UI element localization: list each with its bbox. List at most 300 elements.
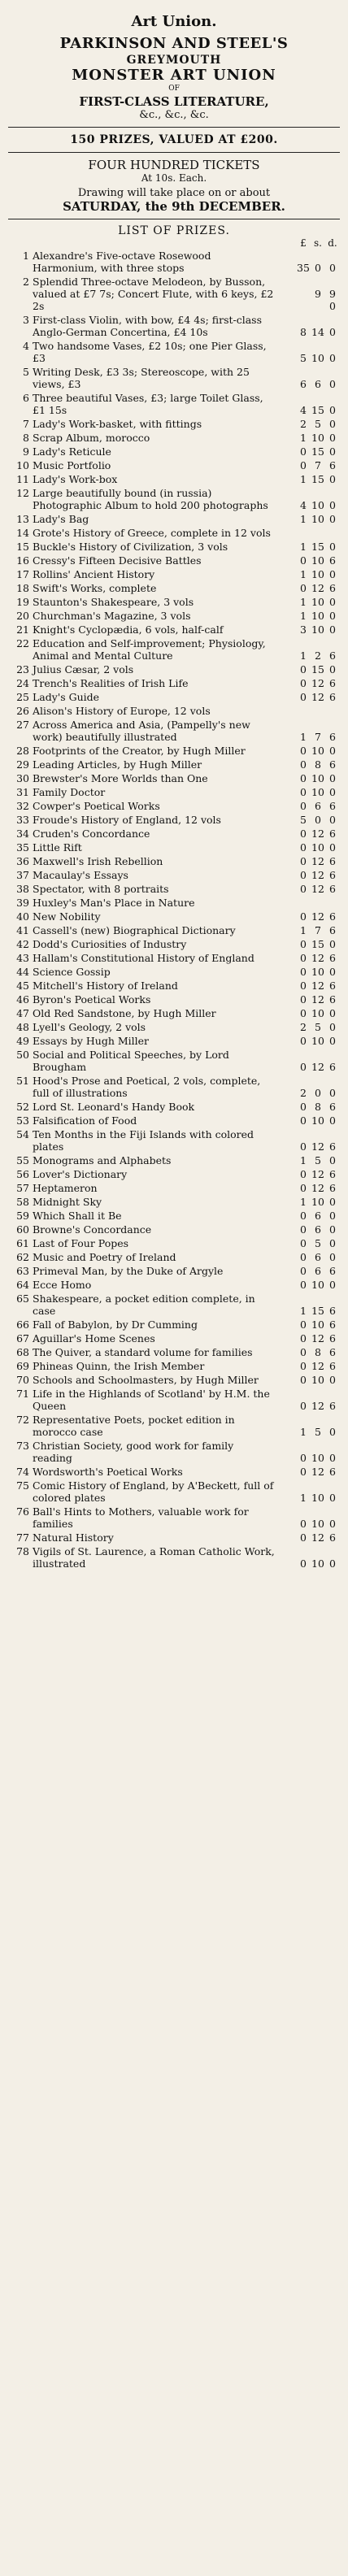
value-pence: 6 bbox=[329, 924, 336, 936]
prize-value bbox=[296, 1492, 340, 1504]
prize-description: Essays by Hugh Miller bbox=[33, 1035, 150, 1047]
prize-value bbox=[296, 1007, 340, 1019]
prize-number: 26 bbox=[16, 705, 29, 717]
prize-row bbox=[8, 979, 340, 993]
prize-description: Midnight Sky bbox=[33, 1196, 102, 1208]
value-shillings: 10 bbox=[311, 1196, 324, 1208]
prize-description: Lady's Reticule bbox=[33, 445, 111, 458]
prize-description: Lady's Guide bbox=[33, 691, 100, 703]
prize-value bbox=[296, 1182, 340, 1194]
prize-number: 45 bbox=[16, 980, 29, 992]
prize-value bbox=[296, 1466, 340, 1478]
value-pounds: 0 bbox=[300, 677, 307, 689]
prize-description: Which Shall it Be bbox=[33, 1210, 122, 1222]
prize-row bbox=[8, 1331, 340, 1345]
prize-value bbox=[296, 1154, 340, 1166]
value-pence: 0 bbox=[329, 499, 336, 511]
prize-number: 12 bbox=[16, 487, 29, 499]
prize-number: 36 bbox=[16, 855, 29, 867]
prize-number: 44 bbox=[16, 966, 29, 978]
prize-value bbox=[296, 1305, 340, 1317]
prize-description: Primeval Man, by the Duke of Argyle bbox=[33, 1265, 224, 1277]
prize-number: 8 bbox=[23, 432, 29, 444]
value-shillings: 12 bbox=[311, 993, 324, 1006]
prize-number: 60 bbox=[16, 1223, 29, 1236]
value-shillings: 10 bbox=[311, 513, 324, 525]
prize-number: 72 bbox=[16, 1414, 29, 1426]
value-shillings: 12 bbox=[311, 582, 324, 594]
prize-description: Heptameron bbox=[33, 1182, 98, 1194]
value-pounds: 5 bbox=[300, 814, 307, 826]
prize-number: 70 bbox=[16, 1374, 29, 1386]
value-shillings: 10 bbox=[311, 786, 324, 798]
value-pounds: 0 bbox=[300, 1374, 307, 1386]
value-pounds: 0 bbox=[300, 1168, 307, 1180]
prize-value bbox=[296, 541, 340, 553]
value-shillings: 12 bbox=[311, 1400, 324, 1412]
prize-value bbox=[296, 691, 340, 703]
prize-description: Maxwell's Irish Rebellion bbox=[33, 855, 163, 867]
prize-description: The Quiver, a standard volume for families bbox=[33, 1346, 253, 1358]
prize-description: Science Gossip bbox=[33, 966, 111, 978]
value-pence: 0 bbox=[329, 966, 336, 978]
prize-number: 28 bbox=[16, 745, 29, 757]
prize-value bbox=[296, 1557, 340, 1570]
value-pounds: 1 bbox=[300, 649, 307, 662]
column-pounds: £ bbox=[300, 237, 307, 249]
prize-description: Falsification of Food bbox=[33, 1114, 137, 1127]
value-pounds: 1 bbox=[300, 731, 307, 743]
value-shillings: 12 bbox=[311, 1531, 324, 1544]
prize-number: 29 bbox=[16, 758, 29, 771]
value-pence: 6 bbox=[329, 1346, 336, 1358]
prize-number: 53 bbox=[16, 1114, 29, 1127]
value-pence: 0 bbox=[329, 1518, 336, 1530]
value-pence: 6 bbox=[329, 731, 336, 743]
value-pence: 6 bbox=[329, 952, 336, 964]
value-shillings: 10 bbox=[311, 1114, 324, 1127]
prize-number: 61 bbox=[16, 1237, 29, 1249]
prize-value bbox=[296, 418, 340, 430]
prize-row bbox=[8, 910, 340, 923]
value-shillings: 0 bbox=[315, 262, 321, 274]
prize-row bbox=[8, 690, 340, 704]
value-shillings: 10 bbox=[311, 1557, 324, 1570]
prize-row bbox=[8, 827, 340, 841]
value-pence: 9 0 bbox=[329, 288, 336, 312]
advertiser-title: PARKINSON AND STEEL'S bbox=[59, 35, 289, 52]
value-pounds: 0 bbox=[300, 1466, 307, 1478]
value-pounds: 1 bbox=[300, 568, 307, 580]
prize-number: 41 bbox=[16, 924, 29, 936]
prize-row bbox=[8, 1544, 340, 1570]
prize-row bbox=[8, 662, 340, 676]
prize-number: 47 bbox=[16, 1007, 29, 1019]
prize-description: Alison's History of Europe, 12 vols bbox=[33, 705, 211, 717]
prize-number: 14 bbox=[16, 527, 29, 539]
prize-number: 5 bbox=[23, 366, 29, 378]
value-pounds: 0 bbox=[300, 938, 307, 950]
prize-row bbox=[8, 609, 340, 623]
prize-number: 62 bbox=[16, 1251, 29, 1263]
value-pounds: 0 bbox=[300, 1400, 307, 1412]
divider bbox=[8, 152, 340, 153]
value-pounds: 0 bbox=[300, 1182, 307, 1194]
prize-row bbox=[8, 313, 340, 339]
prize-description: Family Doctor bbox=[33, 786, 106, 798]
prize-number: 2 bbox=[23, 276, 29, 288]
prize-row bbox=[8, 1153, 340, 1167]
prize-value bbox=[296, 731, 340, 743]
prize-value bbox=[296, 869, 340, 881]
prize-number: 17 bbox=[16, 568, 29, 580]
prize-value bbox=[296, 800, 340, 812]
prize-number: 21 bbox=[16, 623, 29, 636]
value-pounds: 8 bbox=[300, 326, 307, 338]
prize-number: 54 bbox=[16, 1128, 29, 1140]
prize-description: Swift's Works, complete bbox=[33, 582, 157, 594]
list-title: LIST OF PRIZES. bbox=[118, 224, 230, 237]
prize-number: 73 bbox=[16, 1440, 29, 1452]
prize-description: Natural History bbox=[33, 1531, 114, 1544]
value-shillings: 12 bbox=[311, 677, 324, 689]
value-pounds: 1 bbox=[300, 1154, 307, 1166]
prize-value bbox=[296, 499, 340, 511]
prize-description: Across America and Asia, (Pampelly's new work) beautifully illustrated bbox=[33, 719, 250, 743]
value-shillings: 10 bbox=[311, 596, 324, 608]
value-shillings: 10 bbox=[311, 610, 324, 622]
prize-value bbox=[296, 623, 340, 636]
value-pounds: 0 bbox=[300, 1332, 307, 1344]
prize-description: Froude's History of England, 12 vols bbox=[33, 814, 221, 826]
prize-value bbox=[296, 1035, 340, 1047]
value-pounds: 0 bbox=[300, 1223, 307, 1236]
value-pence: 0 bbox=[329, 1035, 336, 1047]
value-pounds: 1 bbox=[300, 596, 307, 608]
value-pounds: 2 bbox=[300, 1021, 307, 1033]
prize-number: 46 bbox=[16, 993, 29, 1006]
prize-value bbox=[296, 554, 340, 567]
value-pounds: 0 bbox=[300, 966, 307, 978]
prize-value bbox=[296, 582, 340, 594]
prize-number: 75 bbox=[16, 1479, 29, 1492]
value-pence: 0 bbox=[329, 1426, 336, 1438]
prize-value bbox=[296, 473, 340, 485]
prize-value bbox=[296, 772, 340, 784]
prize-row bbox=[8, 868, 340, 882]
value-shillings: 10 bbox=[311, 1279, 324, 1291]
value-pence: 0 bbox=[329, 1251, 336, 1263]
prize-row bbox=[8, 1387, 340, 1413]
prize-row bbox=[8, 1236, 340, 1250]
value-pounds: 0 bbox=[300, 993, 307, 1006]
prize-number: 34 bbox=[16, 828, 29, 840]
value-shillings: 15 bbox=[311, 541, 324, 553]
prize-description: Monograms and Alphabets bbox=[33, 1154, 172, 1166]
prize-value bbox=[296, 568, 340, 580]
prize-value bbox=[296, 855, 340, 867]
value-pence: 0 bbox=[329, 378, 336, 390]
prize-description: Music and Poetry of Ireland bbox=[33, 1251, 176, 1263]
prize-value bbox=[296, 677, 340, 689]
prize-description: Christian Society, good work for family reading bbox=[33, 1440, 234, 1464]
value-pence: 6 bbox=[329, 1061, 336, 1073]
prize-number: 3 bbox=[23, 314, 29, 326]
prize-description: Lover's Dictionary bbox=[33, 1168, 128, 1180]
prize-value bbox=[296, 1374, 340, 1386]
prize-number: 56 bbox=[16, 1168, 29, 1180]
prize-value bbox=[296, 1360, 340, 1372]
value-pence: 0 bbox=[329, 432, 336, 444]
value-pounds: 0 bbox=[300, 1265, 307, 1277]
value-shillings: 12 bbox=[311, 910, 324, 923]
prize-row bbox=[8, 1209, 340, 1223]
prize-description: Churchman's Magazine, 3 vols bbox=[33, 610, 191, 622]
prize-row bbox=[8, 249, 340, 275]
prize-value bbox=[296, 828, 340, 840]
prize-number: 57 bbox=[16, 1182, 29, 1194]
prize-row bbox=[8, 1345, 340, 1359]
value-shillings: 10 bbox=[311, 352, 324, 364]
value-shillings: 12 bbox=[311, 952, 324, 964]
prize-value bbox=[296, 1087, 340, 1099]
literature-line: FIRST-CLASS LITERATURE, bbox=[79, 94, 269, 109]
prize-value bbox=[296, 924, 340, 936]
prize-description: Ball's Hints to Mothers, valuable work for families bbox=[33, 1505, 249, 1530]
prize-number: 32 bbox=[16, 800, 29, 812]
prize-number: 31 bbox=[16, 786, 29, 798]
value-pence: 6 bbox=[329, 1168, 336, 1180]
value-pounds: 0 bbox=[300, 1210, 307, 1222]
value-pence: 6 bbox=[329, 1182, 336, 1194]
value-pounds: 0 bbox=[300, 1061, 307, 1073]
value-shillings: 10 bbox=[311, 1007, 324, 1019]
value-pounds: 4 bbox=[300, 499, 307, 511]
prize-description: Schools and Schoolmasters, by Hugh Miller bbox=[33, 1374, 259, 1386]
value-shillings: 12 bbox=[311, 883, 324, 895]
prize-number: 30 bbox=[16, 772, 29, 784]
value-pence: 0 bbox=[329, 1210, 336, 1222]
value-pence: 6 bbox=[329, 554, 336, 567]
prize-value bbox=[296, 1318, 340, 1331]
value-pounds bbox=[296, 288, 311, 312]
prize-value bbox=[296, 1061, 340, 1073]
value-shillings: 8 bbox=[315, 1101, 321, 1113]
prize-description: Lord St. Leonard's Handy Book bbox=[33, 1101, 195, 1113]
prize-value bbox=[296, 1265, 340, 1277]
prize-row bbox=[8, 431, 340, 445]
prize-description: Staunton's Shakespeare, 3 vols bbox=[33, 596, 194, 608]
value-pounds: 1 bbox=[300, 473, 307, 485]
value-shillings: 5 bbox=[315, 1237, 321, 1249]
prize-description: Hood's Prose and Poetical, 2 vols, complete, full of illustrations bbox=[33, 1075, 261, 1099]
prize-value bbox=[296, 966, 340, 978]
value-pounds: 0 bbox=[300, 800, 307, 812]
value-shillings: 10 bbox=[311, 1318, 324, 1331]
value-shillings: 12 bbox=[311, 1182, 324, 1194]
prize-description: Cassell's (new) Biographical Dictionary bbox=[33, 924, 236, 936]
prize-number: 59 bbox=[16, 1210, 29, 1222]
prize-number: 39 bbox=[16, 897, 29, 909]
value-pence: 6 bbox=[329, 1332, 336, 1344]
prize-number: 27 bbox=[16, 719, 29, 731]
value-pence: 0 bbox=[329, 1279, 336, 1291]
value-pence: 0 bbox=[329, 663, 336, 675]
prize-number: 10 bbox=[16, 459, 29, 471]
value-pounds: 0 bbox=[300, 745, 307, 757]
value-shillings: 15 bbox=[311, 473, 324, 485]
prize-value bbox=[296, 786, 340, 798]
value-shillings: 8 bbox=[315, 758, 321, 771]
prize-row bbox=[8, 1318, 340, 1331]
prize-row bbox=[8, 1479, 340, 1505]
value-pence: 0 bbox=[329, 1374, 336, 1386]
prize-description: Wordsworth's Poetical Works bbox=[33, 1466, 183, 1478]
prize-value bbox=[296, 993, 340, 1006]
prize-number: 51 bbox=[16, 1075, 29, 1087]
value-pence: 6 bbox=[329, 1400, 336, 1412]
value-pounds: 0 bbox=[300, 910, 307, 923]
prize-list bbox=[8, 249, 340, 1570]
prize-description: Cowper's Poetical Works bbox=[33, 800, 160, 812]
prize-description: Last of Four Popes bbox=[33, 1237, 129, 1249]
value-pounds: 1 bbox=[300, 924, 307, 936]
value-pence: 0 bbox=[329, 1154, 336, 1166]
value-pounds: 0 bbox=[300, 445, 307, 458]
prize-row bbox=[8, 1074, 340, 1100]
etc-line: &c., &c., &c. bbox=[139, 109, 209, 121]
prize-value bbox=[296, 814, 340, 826]
value-pence: 6 bbox=[329, 691, 336, 703]
value-pence: 6 bbox=[329, 1265, 336, 1277]
value-shillings: 12 bbox=[311, 1332, 324, 1344]
prize-description: Large beautifully bound (in russia) Photographic Album to hold 200 photographs bbox=[33, 487, 268, 511]
prize-row bbox=[8, 623, 340, 636]
value-pence: 0 bbox=[329, 596, 336, 608]
prize-value bbox=[296, 1101, 340, 1113]
prize-description: Writing Desk, £3 3s; Stereoscope, with 25 views, £3 bbox=[33, 366, 250, 390]
value-pence: 0 bbox=[329, 262, 336, 274]
price-line: At 10s. Each. bbox=[141, 172, 207, 184]
value-pence: 6 bbox=[329, 980, 336, 992]
prize-value bbox=[296, 1332, 340, 1344]
prize-description: Phineas Quinn, the Irish Member bbox=[33, 1360, 205, 1372]
value-pence: 6 bbox=[329, 459, 336, 471]
of-text: OF bbox=[168, 85, 180, 93]
value-pence: 0 bbox=[329, 610, 336, 622]
value-shillings: 6 bbox=[315, 1210, 321, 1222]
prize-description: Two handsome Vases, £2 10s; one Pier Glass, £3 bbox=[33, 340, 267, 364]
value-pounds: 0 bbox=[300, 1237, 307, 1249]
prize-number: 58 bbox=[16, 1196, 29, 1208]
prize-row bbox=[8, 339, 340, 365]
prize-value bbox=[296, 459, 340, 471]
prize-number: 65 bbox=[16, 1292, 29, 1305]
prize-description: Rollins' Ancient History bbox=[33, 568, 155, 580]
prize-description: Macaulay's Essays bbox=[33, 869, 128, 881]
value-pounds: 0 bbox=[300, 1279, 307, 1291]
prize-description: Browne's Concordance bbox=[33, 1223, 152, 1236]
prize-row bbox=[8, 841, 340, 854]
prize-number: 9 bbox=[23, 445, 29, 458]
value-pence: 0 bbox=[329, 814, 336, 826]
value-shillings: 10 bbox=[311, 1492, 324, 1504]
value-shillings: 8 bbox=[315, 1346, 321, 1358]
prize-number: 1 bbox=[23, 250, 29, 262]
value-pence: 0 bbox=[329, 1007, 336, 1019]
value-pence: 0 bbox=[329, 772, 336, 784]
prize-description: Julius Cæsar, 2 vols bbox=[33, 663, 134, 675]
value-pence: 0 bbox=[329, 1492, 336, 1504]
prize-value bbox=[296, 663, 340, 675]
value-pounds: 0 bbox=[300, 1531, 307, 1544]
prize-description: Cressy's Fifteen Decisive Battles bbox=[33, 554, 202, 567]
value-pounds: 0 bbox=[300, 758, 307, 771]
prize-description: Three beautiful Vases, £3; large Toilet Glass, £1 15s bbox=[33, 392, 263, 416]
value-shillings: 5 bbox=[315, 1426, 321, 1438]
prize-value bbox=[296, 596, 340, 608]
value-shillings: 7 bbox=[315, 924, 321, 936]
value-pence: 6 bbox=[329, 758, 336, 771]
value-shillings: 10 bbox=[311, 623, 324, 636]
event-title: MONSTER ART UNION bbox=[72, 67, 276, 84]
value-pounds: 6 bbox=[300, 378, 307, 390]
value-shillings: 10 bbox=[311, 568, 324, 580]
value-shillings: 12 bbox=[311, 855, 324, 867]
prize-description: Footprints of the Creator, by Hugh Miller bbox=[33, 745, 246, 757]
prize-number: 48 bbox=[16, 1021, 29, 1033]
prize-description: Social and Political Speeches, by Lord Brougham bbox=[33, 1049, 229, 1073]
value-pounds: 0 bbox=[300, 582, 307, 594]
value-shillings: 12 bbox=[311, 1466, 324, 1478]
prize-value bbox=[296, 288, 340, 312]
value-shillings: 9 bbox=[315, 288, 321, 300]
value-shillings: 15 bbox=[311, 404, 324, 416]
value-pence: 0 bbox=[329, 513, 336, 525]
value-shillings: 10 bbox=[311, 1518, 324, 1530]
prize-description: Music Portfolio bbox=[33, 459, 111, 471]
prize-row bbox=[8, 1531, 340, 1544]
value-pounds: 0 bbox=[300, 691, 307, 703]
value-pence: 0 bbox=[329, 623, 336, 636]
prize-description: Cruden's Concordance bbox=[33, 828, 150, 840]
value-pence: 6 bbox=[329, 910, 336, 923]
prize-value bbox=[296, 1237, 340, 1249]
prize-row bbox=[8, 554, 340, 567]
value-pence: 6 bbox=[329, 1531, 336, 1544]
value-shillings: 12 bbox=[311, 828, 324, 840]
prize-row bbox=[8, 854, 340, 868]
prize-value bbox=[296, 1210, 340, 1222]
value-pounds: 0 bbox=[300, 869, 307, 881]
value-pounds: 0 bbox=[300, 1251, 307, 1263]
prize-value bbox=[296, 1251, 340, 1263]
prize-row bbox=[8, 1359, 340, 1373]
prize-row bbox=[8, 512, 340, 526]
prize-number: 33 bbox=[16, 814, 29, 826]
value-pence: 6 bbox=[329, 883, 336, 895]
torn-edge-text bbox=[8, 3, 340, 11]
prize-value bbox=[296, 1021, 340, 1033]
prize-number: 16 bbox=[16, 554, 29, 567]
value-shillings: 10 bbox=[311, 1035, 324, 1047]
prize-number: 23 bbox=[16, 663, 29, 675]
prize-number: 69 bbox=[16, 1360, 29, 1372]
column-shillings: s. bbox=[314, 237, 322, 249]
value-shillings: 12 bbox=[311, 691, 324, 703]
value-pence: 0 bbox=[329, 473, 336, 485]
prize-row bbox=[8, 882, 340, 896]
